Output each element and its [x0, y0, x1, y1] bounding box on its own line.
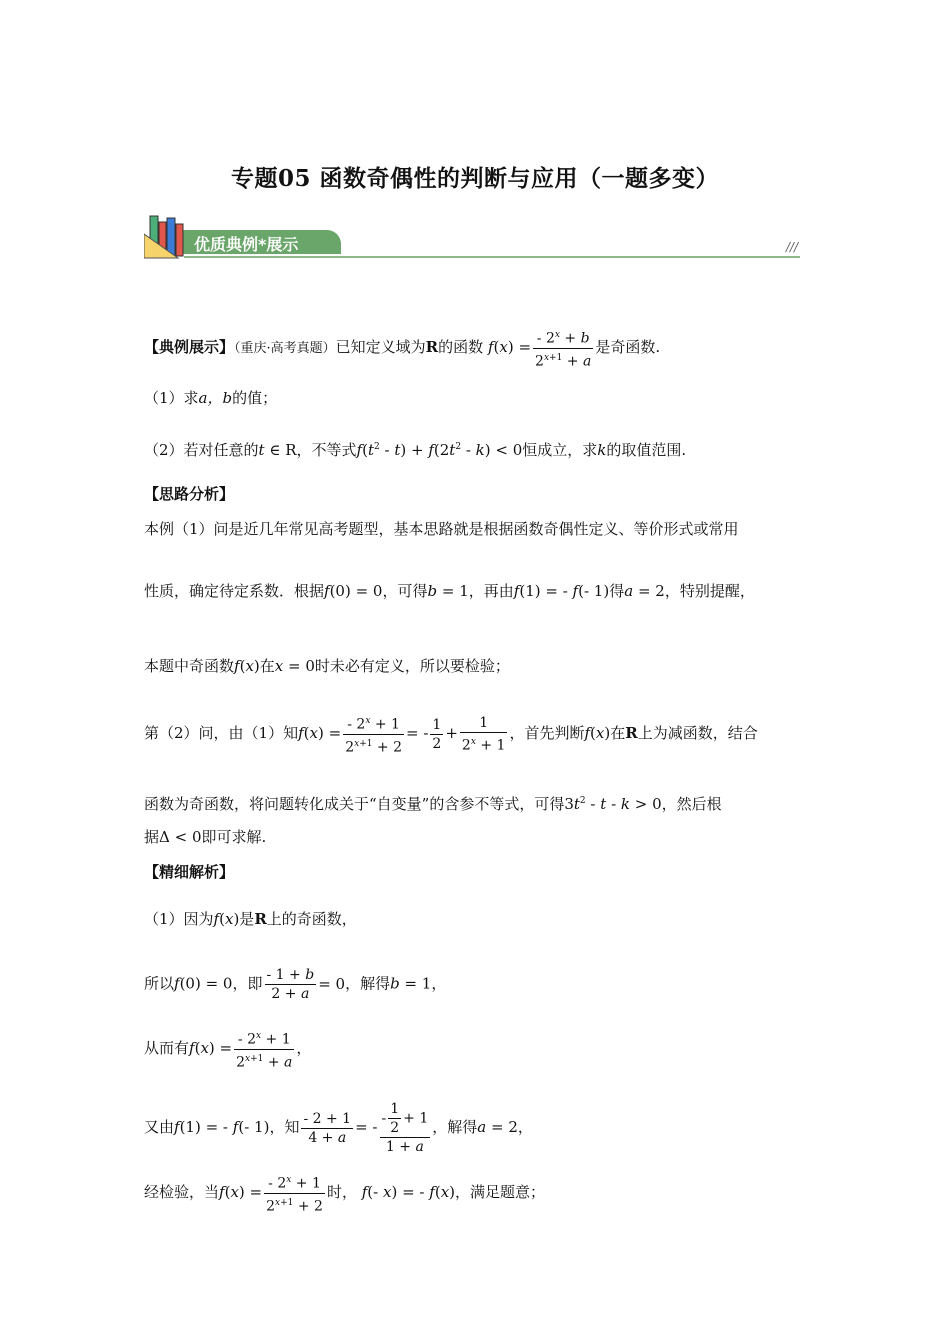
analysis-p4: 第（2）问，由（1）知f(x) = $\frac{- 2^x + 1}{2^{x+1} + 2}$ = - $\frac{1}{2}$ + $\frac{1}{2^x + 1}$ ，首先判断f(x)在R上为减函数，结合: [144, 712, 758, 756]
banner-label: 优质典例*展示: [194, 235, 299, 254]
question-1: （1）求a，b的值；: [144, 389, 278, 407]
analysis-p3: 本题中奇函数f(x)在x = 0时未必有定义，所以要检验；: [144, 657, 510, 675]
analysis-p1: 本例（1）问是近几年常见高考题型，基本思路就是根据函数奇偶性定义、等价形式或常用: [144, 520, 739, 538]
books-icon: [144, 212, 190, 260]
analysis-p6: 据Δ < 0即可求解.: [144, 828, 267, 846]
formula-f-def: f(x) = $\frac{- 2^x + b}{2^{x+1} + a}$: [488, 338, 595, 356]
formula-inequality: $f(t^2 - t) + f(2t^2 - k) < 0$: [356, 441, 523, 459]
solution-s4: 又由f(1) = - f(- 1)，知 $\frac{- 2 + 1}{4 + a}$ = - - $\frac{1}{2}$ + 1 1 + a ，解得a = 2，: [144, 1101, 533, 1155]
banner-divider: [184, 256, 800, 258]
analysis-p5: 函数为奇函数，将问题转化成关于“自变量”的含参不等式，可得$3t^2 - t - k > 0$，然后根: [144, 795, 722, 813]
question-2: （2）若对任意的t ∈ R，不等式$f(t^2 - t) + f(2t^2 - k) < 0$恒成立，求k的取值范围.: [144, 441, 687, 459]
analysis-heading: 【思路分析】: [144, 485, 235, 503]
solution-s5: 经检验，当f(x) = $\frac{- 2^x + 1}{2^{x+1} + 2}$ 时， f(- x) = - f(x)，满足题意；: [144, 1171, 545, 1215]
banner-tab: [166, 230, 341, 254]
solution-s3: 从而有f(x) = $\frac{- 2^x + 1}{2^{x+1} + a}$ ，: [144, 1027, 311, 1071]
page-title: 专题05 函数奇偶性的判断与应用（一题多变）: [230, 165, 719, 192]
solution-s1: （1）因为f(x)是R上的奇函数，: [144, 910, 357, 928]
section-banner: [144, 212, 800, 262]
solution-heading: 【精细解析】: [144, 863, 235, 881]
analysis-p2: 性质，确定待定系数．根据f(0) = 0，可得b = 1，再由f(1) = - f(- 1)得a = 2，特别提醒，: [144, 582, 755, 600]
example-statement: 【典例展示】（重庆·高考真题）已知定义域为R的函数 f(x) = $\frac{- 2^x + b}{2^{x+1} + a}$ 是奇函数.: [144, 326, 660, 370]
solution-s2: 所以f(0) = 0，即 $\frac{- 1 + b}{2 + a}$ = 0，解得b = 1，: [144, 967, 447, 1002]
banner-mark: ///: [785, 240, 798, 254]
